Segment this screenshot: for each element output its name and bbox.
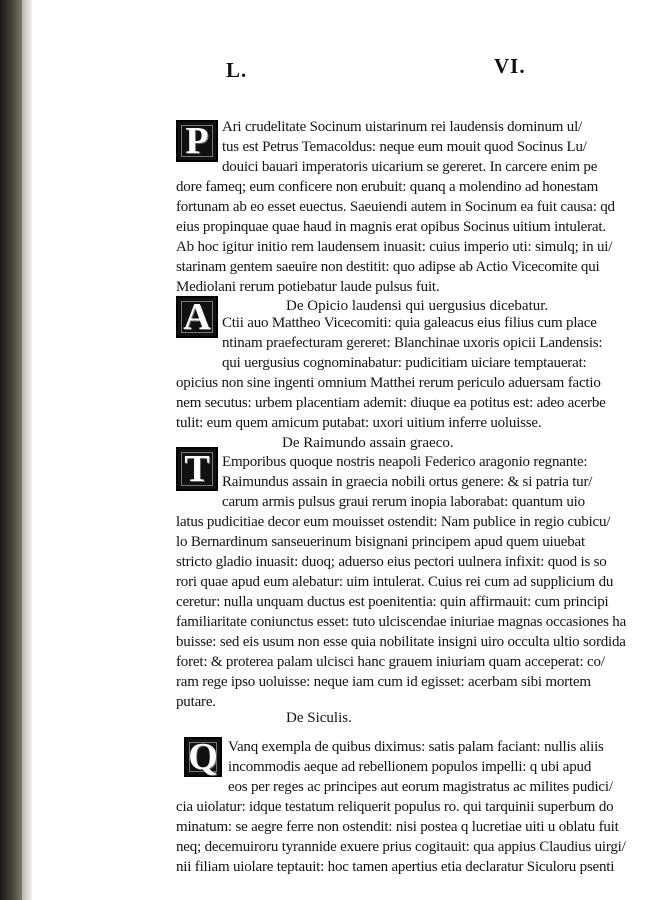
decorated-initial-t: T [176, 447, 218, 491]
text-line: Raimundus assain in graecia nobili ortus genere: & si patria tur/ [222, 474, 593, 490]
text-line: foret: & proterea palam ulcisci hanc grauem iniuriam quam acceperat: co/ [176, 654, 605, 670]
section-heading: De Raimundo assain graeco. [282, 435, 454, 451]
text-line: nii filiam uiolare teptauit: hoc tamen apertius etia declaratur Siculoru psenti [176, 859, 615, 875]
text-line: buisse: sed eis usum non esse quia nobilitate insigni uiro occulta ultio sordida [176, 634, 626, 650]
text-line: stricto gladio inuasit: duoq; aduerso eius pectori uulnera infixit: quod is so [176, 554, 607, 570]
text-line: carum armis pulsus graui rerum inopia laborabat: quantum uio [222, 494, 585, 510]
text-line: ceretur: nulla unquam ductus est poenitentia: quin affirmauit: cum principi [176, 594, 609, 610]
text-line: tulit: eum quem amicum putabat: uxori uitium inferre uoluisse. [176, 415, 542, 431]
text-line: Mediolani rerum potiebatur laude pulsus fuit. [176, 279, 440, 295]
text-line: lo Bernardinum sanseuerinum bisignani principem apud quem uiuebat [176, 534, 585, 550]
text-line: fortunam ab eo esset euectus. Saeuiendi autem in Socinum ea fuit causa: qd [176, 199, 615, 215]
text-line: latus pudicitiae decor eum mouisset ostendit: Nam publice in regio cubicu/ [176, 514, 611, 530]
text-line: Ari crudelitate Socinum uistarinum rei laudensis dominum ul/ [222, 119, 583, 135]
running-head-right: VI. [494, 54, 526, 78]
text-line: putare. [176, 694, 216, 710]
decorated-initial-p: P [176, 120, 218, 162]
text-line: rori quae apud eum alebatur: uim intulerat. Cuius rei cum ad supplicium du [176, 574, 614, 590]
text-line: eos per reges ac principes aut eorum magistratus ac milites pudici/ [228, 779, 613, 795]
book-gutter-shadow [0, 0, 24, 900]
text-line: cia uiolatur: idque testatum reliquerit populus ro. qui tarquinii superbum do [176, 799, 614, 815]
text-line: neq; decemuiroru tyrannide exuere prius cogitauit: qua appius Claudius uirgi/ [176, 839, 626, 855]
decorated-initial-q: Q [184, 737, 222, 777]
text-line: Ctii auo Mattheo Vicecomiti: quia galeacus eius filius cum place [222, 315, 597, 331]
section-heading: De Opicio laudensi qui uergusius dicebatur. [286, 298, 549, 314]
text-line: eius propinquae quae haud in magnis erat opibus Socinus uitium intulerat. [176, 219, 606, 235]
page-curl-edge [22, 0, 32, 900]
text-line: qui uergusius cognominabatur: pudicitiam uiciare temptauerat: [222, 355, 587, 371]
running-head-left: L. [226, 58, 248, 82]
text-line: ntinam praefecturam gereret: Blanchinae uxoris opicii Landensis: [222, 335, 603, 351]
text-line: dore fameq; eum conficere non erubuit: quanq a molendino ad honestam [176, 179, 599, 195]
text-line: nem secutus: urbem placentiam ademit: diuque ea potitus est: adeo acerbe [176, 395, 606, 411]
text-line: douici bauari imperatoris uicarium se gereret. In carcere enim pe [222, 159, 598, 175]
text-line: incommodis aeque ad rebellionem populos impelli: q ubi apud [228, 759, 592, 775]
text-line: ram rege ipso uoluisse: neque iam cum id egisset: acerbam sibi mortem [176, 674, 591, 690]
decorated-initial-a: A [176, 296, 218, 338]
text-line: Vanq exempla de quibus diximus: satis palam faciant: nullis aliis [228, 739, 604, 755]
text-line: familiaritate coniunctus esset: tuto ulciscendae iniuriae magnas occasiones ha [176, 614, 627, 630]
text-line: starinam gentem saeuire non destitit: quo adipse ab Actio Vicecomite qui [176, 259, 600, 275]
text-line: tus est Petrus Temacoldus: neque eum mouit quod Socinus Lu/ [222, 139, 587, 155]
text-line: Ab hoc igitur initio rem laudensem inuasit: cuius imperio uti: simulq; in ui/ [176, 239, 613, 255]
text-line: Emporibus quoque nostris neapoli Federico aragonio regnante: [222, 454, 588, 470]
text-line: opicius non sine ingenti omnium Matthei rerum periculo aduersam factio [176, 375, 601, 391]
section-heading: De Siculis. [286, 710, 352, 726]
text-line: minatum: se aegre ferre non ostendit: nisi postea q lucretiae uiti u oblatu fuit [176, 819, 619, 835]
